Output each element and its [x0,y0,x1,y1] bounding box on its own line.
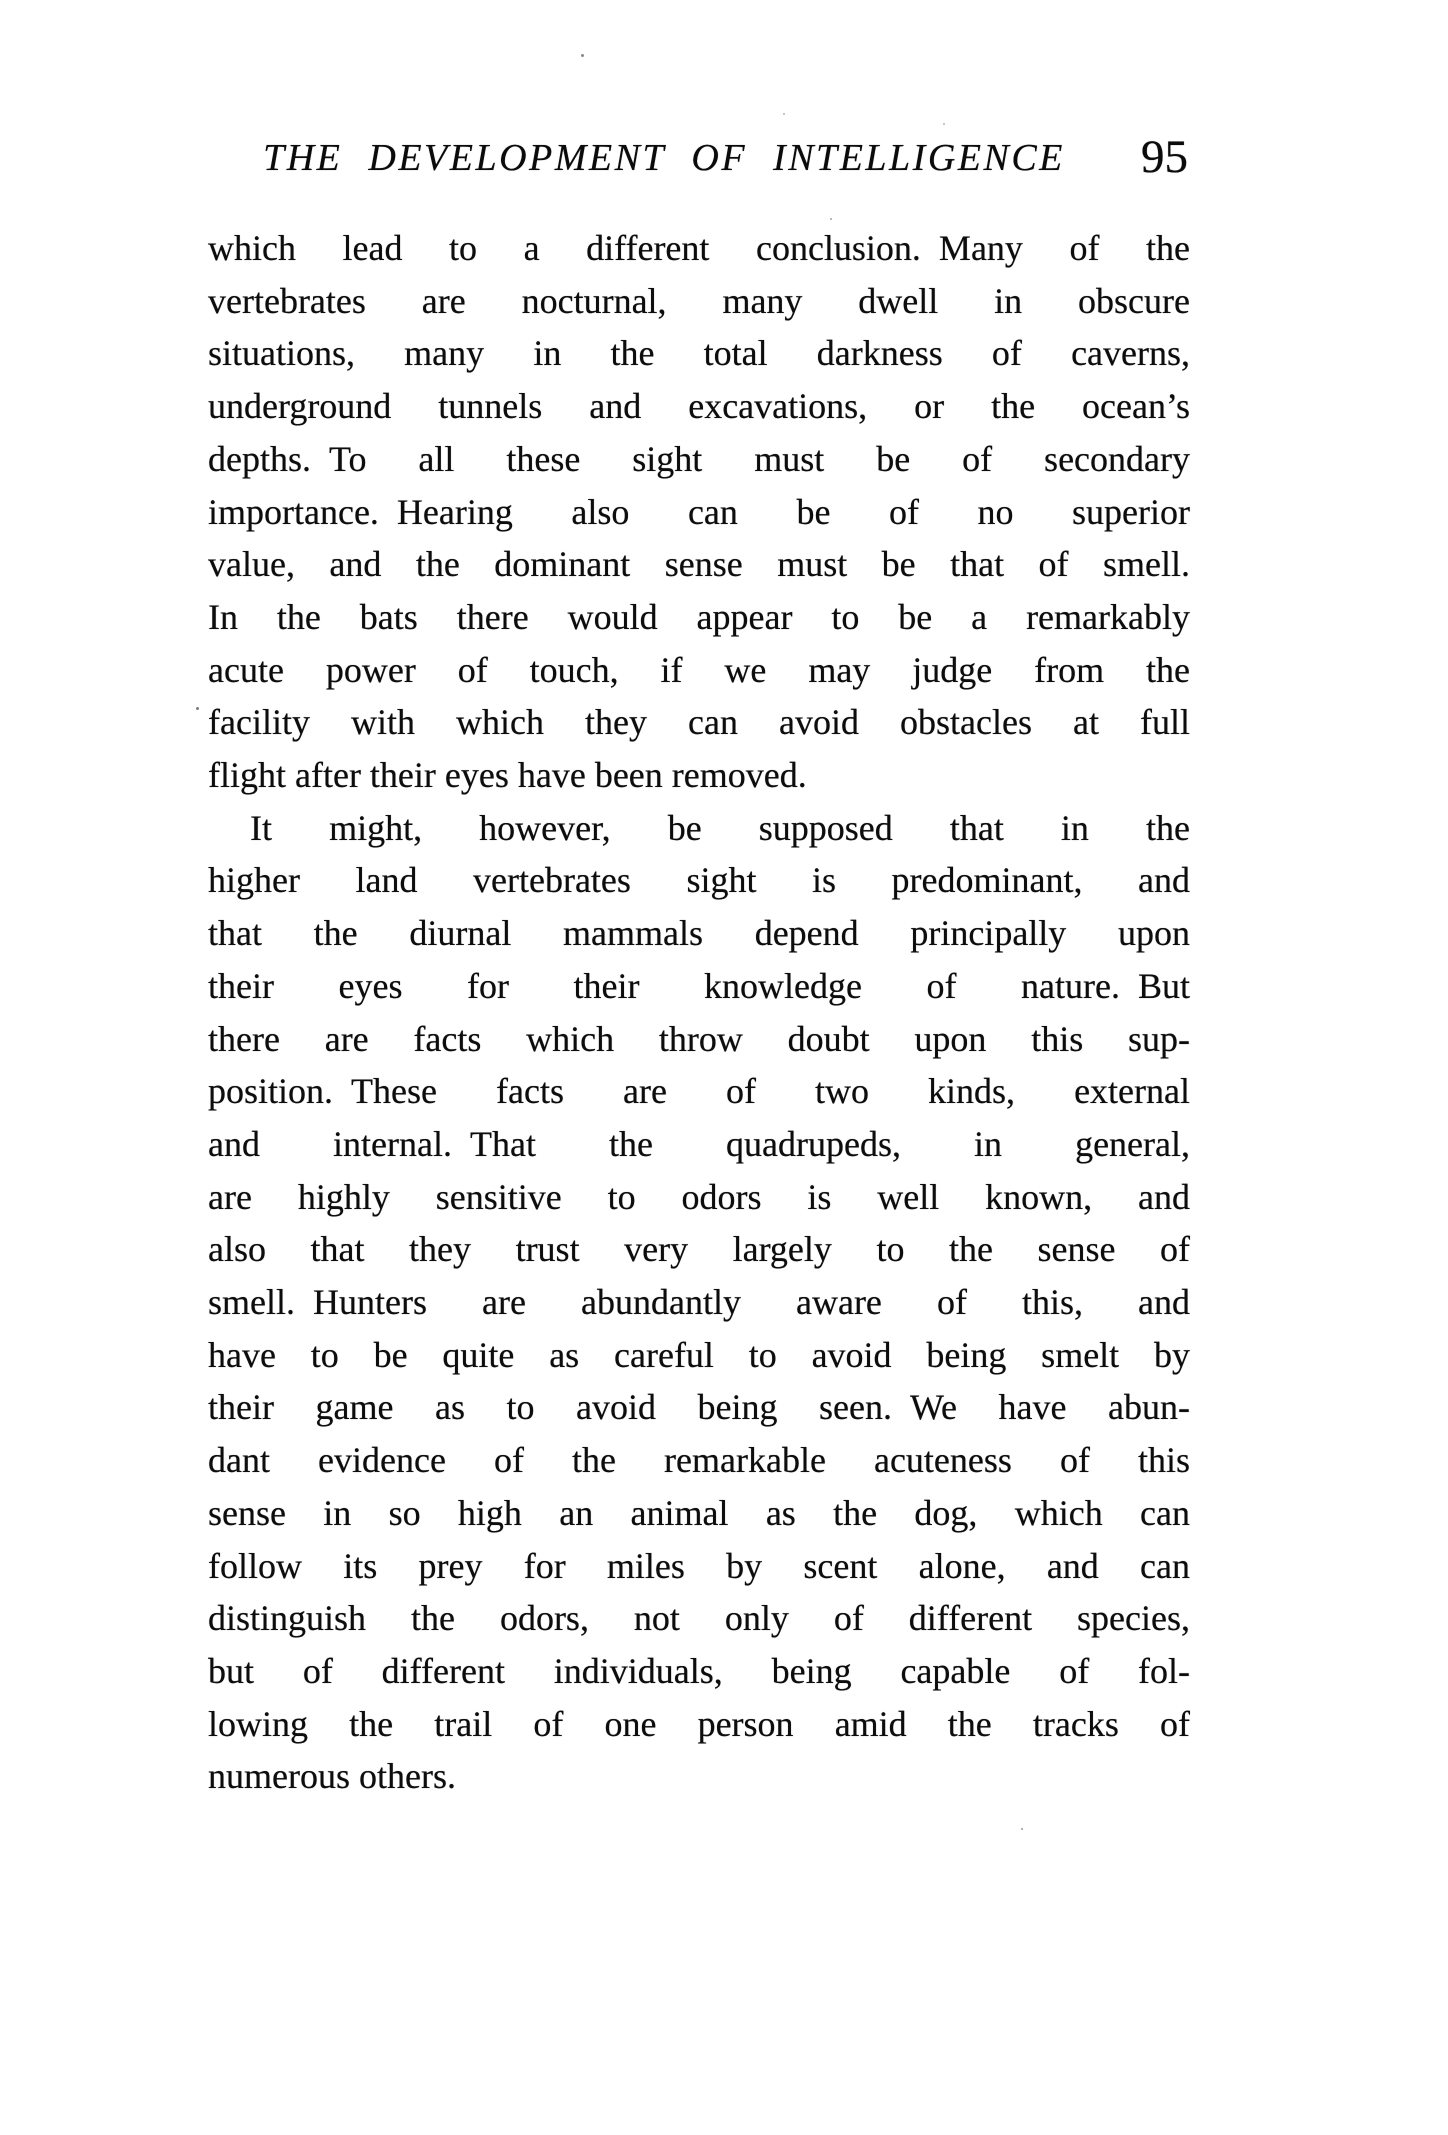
text-line: which lead to a different conclusion. Many of the [208,228,1190,268]
text-line: sense in so high an animal as the dog, which can [208,1492,1190,1533]
scan-speck [1021,1828,1023,1830]
page-body [208,222,1190,1803]
text-line: In the bats there would appear to be a remarkably [208,596,1190,637]
text-line: It might, however, be supposed that in the [250,807,1190,848]
scan-speck [830,218,832,220]
text-line: facility with which they can avoid obstacles at full [208,702,1190,743]
text-line: there are facts which throw doubt upon this sup- [208,1018,1190,1059]
running-header-title: THE DEVELOPMENT OF INTELLIGENCE [263,137,1065,179]
text-line: value, and the dominant sense must be that of smell. [208,544,1190,585]
text-line: situations, many in the total darkness of caverns, [208,333,1190,374]
text-line: their eyes for their knowledge of nature. But [208,965,1190,1006]
running-header [208,131,1190,192]
text-line: flight after their eyes have been removed. [208,755,807,796]
page-number: 95 [1141,131,1188,183]
text-line: smell. Hunters are abundantly aware of this, and [208,1282,1190,1323]
text-line: have to be quite as careful to avoid being smelt by [208,1334,1190,1375]
text-line: acute power of touch, if we may judge from the [208,649,1190,690]
text-line: and internal. That the quadrupeds, in general, [208,1123,1190,1164]
text-line: distinguish the odors, not only of different species, [208,1598,1190,1639]
text-line: vertebrates are nocturnal, many dwell in obscure [208,280,1190,321]
text-line: follow its prey for miles by scent alone, and can [208,1545,1190,1586]
scan-speck [943,123,945,125]
scan-speck [581,54,584,57]
text-line: their game as to avoid being seen. We have abun- [208,1387,1190,1428]
text-line: also that they trust very largely to the sense of [208,1229,1190,1270]
scan-speck [783,113,785,115]
text-line: position. These facts are of two kinds, external [208,1071,1190,1112]
text-line: lowing the trail of one person amid the tracks of [208,1703,1190,1744]
text-line: that the diurnal mammals depend principally upon [208,913,1190,954]
text-line: underground tunnels and excavations, or the ocean’s [208,386,1190,427]
text-line: dant evidence of the remarkable acuteness of this [208,1440,1190,1481]
text-line: importance. Hearing also can be of no superior [208,491,1190,532]
text-line: are highly sensitive to odors is well known, and [208,1176,1190,1217]
text-line: higher land vertebrates sight is predominant, and [208,860,1190,901]
text-line: depths. To all these sight must be of secondary [208,438,1190,479]
text-line: but of different individuals, being capable of fol- [208,1650,1190,1691]
scan-speck [196,707,199,710]
text-line: numerous others. [208,1756,456,1797]
